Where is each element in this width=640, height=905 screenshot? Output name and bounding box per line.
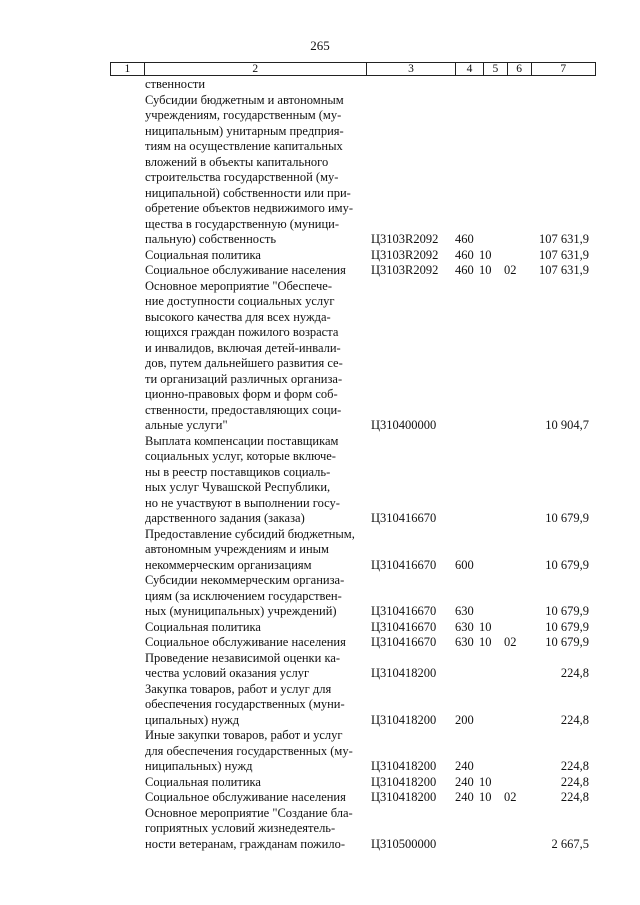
row-name: Основное мероприятие "Обеспече- ние доступности социальных услуг высокого качества для всех нужда- ющихся граждан пожилого возраста и инвалидов, включая детей-инвали- дов, путем дальнейшего развития се- ти организаций различных организа- ционно-правовых форм и форм соб- ственности, предоставляющих соци- альные услуги" xyxy=(145,278,343,432)
header-col-3: 3 xyxy=(367,63,456,75)
row-csr-code: Ц310418200 xyxy=(371,712,437,727)
row-csr-code: Ц3103R2092 xyxy=(371,263,439,277)
row-amount: 224,8 xyxy=(560,774,589,789)
table-row xyxy=(0,263,640,279)
table-row xyxy=(0,635,640,651)
row-name: Социальное обслуживание населения xyxy=(145,635,346,649)
header-col-7: 7 xyxy=(560,63,567,75)
row-expense-type: 460 xyxy=(455,247,474,262)
row-expense-type: 240 xyxy=(455,759,474,773)
row-name: Социальная политика xyxy=(145,774,261,789)
table-row xyxy=(0,527,640,574)
table-row xyxy=(0,775,640,791)
row-section: 10 xyxy=(479,790,492,804)
row-amount: 224,8 xyxy=(560,759,589,773)
row-expense-type: 460 xyxy=(455,232,474,246)
row-name: Иные закупки товаров, работ и услуг для обеспечения государственных (му- ниципальных) нужд xyxy=(145,728,353,773)
row-expense-type: 600 xyxy=(455,557,474,572)
row-csr-code: Ц310418200 xyxy=(371,666,437,680)
row-expense-type: 630 xyxy=(455,635,474,649)
table-row xyxy=(0,77,640,93)
row-amount: 10 904,7 xyxy=(545,418,589,432)
row-name: Социальное обслуживание населения xyxy=(145,263,346,277)
row-name: ственности xyxy=(145,77,206,91)
header-col-2: 2 xyxy=(145,63,367,75)
header-col-4: 4 xyxy=(456,63,484,75)
row-expense-type: 460 xyxy=(455,263,474,277)
row-amount: 10 679,9 xyxy=(545,604,589,618)
header-col-1: 1 xyxy=(111,63,145,75)
row-name: Предоставление субсидий бюджетным, автономным учреждениям и иным некоммерческим организациям xyxy=(145,526,355,572)
row-amount: 10 679,9 xyxy=(545,619,589,634)
row-name: Закупка товаров, работ и услуг для обеспечения государственных (муни- ципальных) нужд xyxy=(145,681,345,727)
row-section: 10 xyxy=(479,635,492,649)
row-csr-code: Ц310418200 xyxy=(371,759,437,773)
row-name: Субсидии некоммерческим организа- циям (за исключением государствен- ных (муниципальных) учреждений) xyxy=(145,573,345,618)
row-amount: 10 679,9 xyxy=(545,557,589,572)
table-row xyxy=(0,93,640,248)
row-csr-code: Ц310416670 xyxy=(371,511,437,525)
row-amount: 224,8 xyxy=(560,666,589,680)
row-expense-type: 200 xyxy=(455,712,474,727)
header-col-5: 5 xyxy=(484,63,508,75)
row-expense-type: 240 xyxy=(455,790,474,804)
row-csr-code: Ц310416670 xyxy=(371,619,437,634)
row-subsection: 02 xyxy=(504,263,517,277)
row-name: Проведение независимой оценки ка- чества условий оказания услуг xyxy=(145,650,341,680)
row-amount: 107 631,9 xyxy=(539,232,589,246)
table-row xyxy=(0,728,640,775)
row-amount: 107 631,9 xyxy=(539,247,589,262)
table-row xyxy=(0,620,640,636)
table-body xyxy=(0,77,640,852)
row-csr-code: Ц310418200 xyxy=(371,774,437,789)
row-amount: 2 667,5 xyxy=(551,836,589,851)
row-amount: 10 679,9 xyxy=(545,635,589,649)
row-csr-code: Ц310418200 xyxy=(371,790,437,804)
row-expense-type: 240 xyxy=(455,774,474,789)
row-csr-code: Ц3103R2092 xyxy=(371,247,439,262)
row-csr-code: Ц310416670 xyxy=(371,604,437,618)
table-row xyxy=(0,434,640,527)
row-section: 10 xyxy=(479,247,492,262)
row-section: 10 xyxy=(479,619,492,634)
row-name: Субсидии бюджетным и автономным учреждениям, государственным (му- ниципальным) унитарным предприя- тиям на осуществление капитальных вложений в объекты капитального строительства государственной (му- ниципальной) собственности или при- обретение объектов недвижимого иму- щества в государственную (муници- пальную) собственность xyxy=(145,92,353,246)
row-expense-type: 630 xyxy=(455,604,474,618)
row-name: Социальная политика xyxy=(145,619,261,634)
row-section: 10 xyxy=(479,774,492,789)
row-csr-code: Ц310416670 xyxy=(371,557,437,572)
row-subsection: 02 xyxy=(504,790,517,804)
row-csr-code: Ц3103R2092 xyxy=(371,232,439,246)
row-expense-type: 630 xyxy=(455,619,474,634)
row-section: 10 xyxy=(479,263,492,277)
row-name: Социальное обслуживание населения xyxy=(145,790,346,804)
row-name: Социальная политика xyxy=(145,247,261,262)
row-amount: 224,8 xyxy=(560,790,589,804)
table-row xyxy=(0,790,640,806)
page-number: 265 xyxy=(310,38,330,53)
row-name: Выплата компенсации поставщикам социальных услуг, которые включе- ны в реестр поставщиков социаль- ных услуг Чувашской Республики, но не участвуют в выполнении госу- дарственного задания (заказа) xyxy=(145,433,340,525)
row-csr-code: Ц310400000 xyxy=(371,418,437,432)
row-amount: 107 631,9 xyxy=(539,263,589,277)
row-amount: 10 679,9 xyxy=(545,511,589,525)
table-row xyxy=(0,806,640,853)
table-row xyxy=(0,682,640,729)
row-subsection: 02 xyxy=(504,635,517,649)
row-amount: 224,8 xyxy=(560,712,589,727)
table-row xyxy=(0,279,640,434)
header-col-6: 6 xyxy=(508,63,532,75)
table-row xyxy=(0,248,640,264)
table-header xyxy=(110,62,596,76)
row-csr-code: Ц310416670 xyxy=(371,635,437,649)
row-csr-code: Ц310500000 xyxy=(371,836,437,851)
table-row xyxy=(0,651,640,682)
row-name: Основное мероприятие "Создание бла- гоприятных условий жизнедеятель- ности ветеранам, гражданам пожило- xyxy=(145,805,353,851)
table-row xyxy=(0,573,640,620)
